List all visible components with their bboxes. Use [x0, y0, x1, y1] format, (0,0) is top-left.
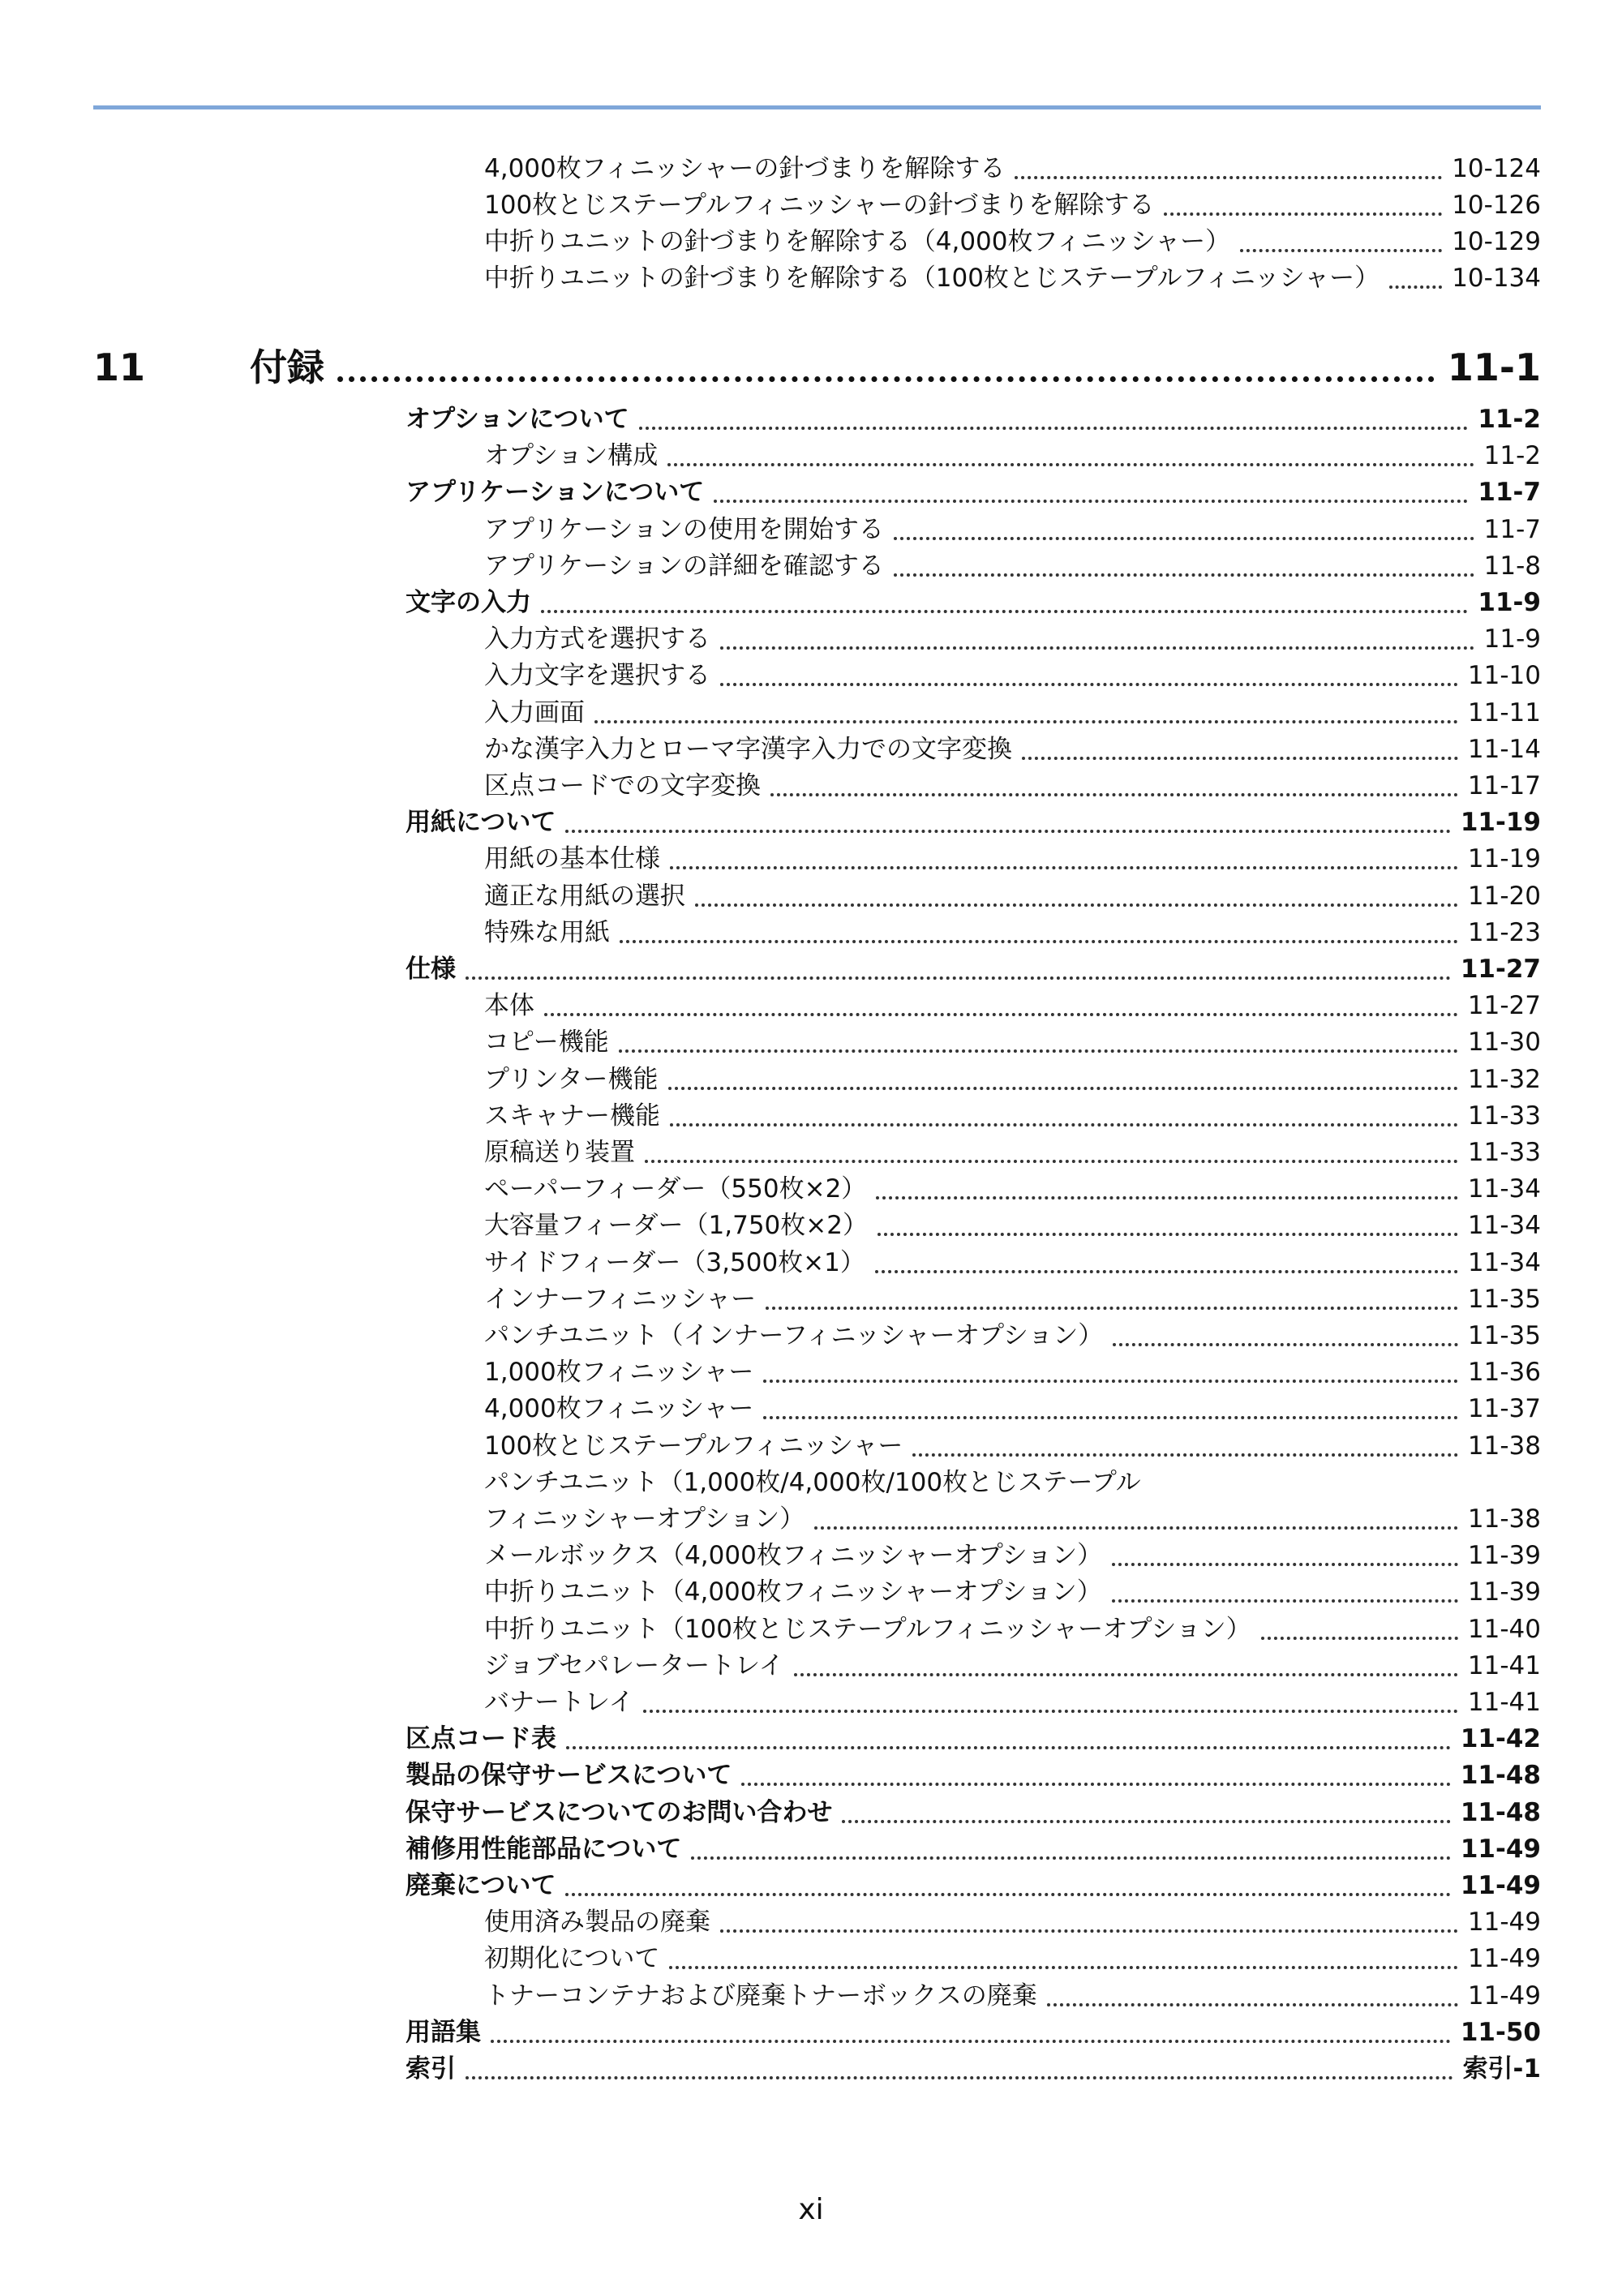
toc-entry[interactable] [484, 1059, 1541, 1096]
toc-entry-title: 1,000枚フィニッシャー [484, 1358, 754, 1387]
toc-leader-dots [466, 2075, 1453, 2079]
toc-entry-page: 11-38 [1467, 1504, 1541, 1534]
toc-leader-dots [720, 1929, 1458, 1933]
toc-entry-title: コピー機能 [484, 1028, 609, 1057]
toc-leader-dots [565, 1892, 1450, 1896]
toc-entry-page: 11-33 [1467, 1138, 1541, 1167]
toc-entry-title: インナーフィニッシャー [484, 1285, 757, 1314]
toc-entry-title: かな漢字入力とローマ字漢字入力での文字変換 [484, 735, 1012, 764]
toc-entry-title: 区点コード表 [406, 1724, 556, 1753]
toc-entry[interactable] [484, 1426, 1541, 1462]
toc-entry-title: パンチユニット（1,000枚/4,000枚/100枚とじステープル [484, 1468, 1141, 1497]
toc-entry-page: 11-2 [1483, 441, 1541, 470]
toc-entry-page: 11-27 [1467, 991, 1541, 1020]
toc-entry[interactable] [484, 839, 1541, 875]
toc-entry-title: オプションについて [406, 405, 629, 434]
toc-entry-page: 11-49 [1460, 1871, 1541, 1900]
toc-entry-page: 11-42 [1460, 1724, 1541, 1753]
toc-entry-page: 11-36 [1467, 1358, 1541, 1387]
toc-entry-page: 10-124 [1452, 154, 1541, 183]
toc-entry[interactable] [484, 1572, 1541, 1608]
toc-leader-dots [763, 1379, 1458, 1383]
toc-entry[interactable] [484, 1499, 1541, 1535]
toc-entry-page: 11-41 [1467, 1688, 1541, 1717]
toc-entry-page: 11-27 [1460, 955, 1541, 984]
toc-entry[interactable] [484, 693, 1541, 729]
toc-entry[interactable] [484, 1535, 1541, 1572]
toc-leader-dots [875, 1269, 1458, 1273]
toc-entry[interactable] [484, 1976, 1541, 2012]
toc-leader-dots [1240, 248, 1442, 252]
toc-entry-title: 100枚とじステープルフィニッシャー [484, 1431, 903, 1461]
toc-entry[interactable] [406, 1755, 1541, 1792]
chapter-heading [0, 337, 1622, 393]
toc-entry[interactable] [484, 912, 1541, 949]
toc-entry[interactable] [484, 546, 1541, 582]
toc-leader-dots [1022, 756, 1458, 760]
toc-entry[interactable] [484, 185, 1541, 221]
toc-leader-dots [619, 1049, 1458, 1053]
toc-entry[interactable] [484, 655, 1541, 692]
toc-entry-page: 11-50 [1460, 2018, 1541, 2047]
chapter-title: 付録 [250, 345, 324, 389]
toc-entry-page: 11-32 [1467, 1065, 1541, 1094]
toc-entry[interactable] [484, 1022, 1541, 1058]
toc-entry-page: 11-49 [1467, 1908, 1541, 1937]
toc-entry-title: 文字の入力 [406, 588, 531, 617]
chapter-leader-dots [337, 376, 1435, 382]
toc-entry-page: 11-34 [1467, 1248, 1541, 1277]
toc-leader-dots [1113, 1342, 1458, 1346]
toc-entry-page: 11-41 [1467, 1651, 1541, 1680]
toc-leader-dots [670, 865, 1458, 869]
toc-entry[interactable] [484, 1902, 1541, 1938]
toc-entry-title: 用語集 [406, 2018, 481, 2047]
chapter-row[interactable] [250, 343, 1541, 392]
toc-leader-dots [566, 1745, 1451, 1749]
toc-entry-page: 11-48 [1460, 1798, 1541, 1827]
toc-entry[interactable] [484, 1609, 1541, 1646]
toc-entry-page: 11-8 [1483, 551, 1541, 581]
toc-entry-page: 11-38 [1467, 1431, 1541, 1461]
toc-entry-page: 11-7 [1483, 515, 1541, 544]
toc-leader-dots [541, 609, 1468, 613]
toc-entry-title: パンチユニット（インナーフィニッシャーオプション） [484, 1321, 1104, 1350]
toc-entry-title: アプリケーションの使用を開始する [484, 515, 884, 544]
chapter-number: 11 [93, 345, 146, 389]
toc-entry-title: 廃棄について [406, 1871, 556, 1900]
toc-entry[interactable] [484, 766, 1541, 802]
toc-entry[interactable] [484, 1352, 1541, 1388]
toc-entry[interactable] [406, 472, 1541, 509]
toc-leader-dots [1112, 1562, 1458, 1566]
toc-leader-dots [669, 1965, 1458, 1969]
toc-entry[interactable] [484, 436, 1541, 472]
toc-leader-dots [1015, 175, 1442, 179]
toc-entry-title: オプション構成 [484, 441, 659, 470]
toc-entry-page: 索引-1 [1462, 2054, 1541, 2084]
toc-leader-dots [720, 682, 1458, 686]
toc-entry-title: 用紙について [406, 808, 556, 837]
toc-entry[interactable] [484, 148, 1541, 185]
toc-entry-page: 11-39 [1467, 1577, 1541, 1607]
toc-entry[interactable] [484, 1315, 1541, 1352]
toc-entry-page: 11-9 [1478, 588, 1541, 617]
toc-leader-dots [714, 499, 1468, 503]
toc-entry-title: 入力画面 [484, 698, 585, 727]
toc-entry-page: 11-33 [1467, 1101, 1541, 1131]
toc-entry[interactable] [484, 985, 1541, 1022]
toc-entry[interactable] [484, 1279, 1541, 1315]
toc-leader-dots [842, 1819, 1450, 1823]
toc-entry[interactable] [484, 876, 1541, 912]
toc-entry-title: 中折りユニット（4,000枚フィニッシャーオプション） [484, 1577, 1102, 1607]
toc-leader-dots [894, 573, 1474, 577]
toc-entry-title: 100枚とじステープルフィニッシャーの針づまりを解除する [484, 191, 1155, 220]
header-rule [93, 105, 1541, 109]
toc-entry-title: フィニッシャーオプション） [484, 1504, 805, 1534]
toc-entry-title: メールボックス（4,000枚フィニッシャーオプション） [484, 1541, 1103, 1570]
toc-entry-title: 中折りユニットの針づまりを解除する（4,000枚フィニッシャー） [484, 227, 1231, 256]
toc-entry-page: 11-49 [1460, 1835, 1541, 1864]
toc-entry[interactable] [406, 582, 1541, 619]
toc-leader-dots [794, 1672, 1458, 1676]
toc-entry[interactable] [484, 258, 1541, 294]
toc-entry-page: 11-30 [1467, 1028, 1541, 1057]
toc-entry-page: 10-129 [1452, 227, 1541, 256]
toc-entry-page: 11-34 [1467, 1211, 1541, 1240]
toc-leader-dots [667, 462, 1474, 466]
toc-entry[interactable] [484, 729, 1541, 766]
toc-entry-title: 中折りユニットの針づまりを解除する（100枚とじステープルフィニッシャー） [484, 264, 1380, 293]
toc-entry[interactable] [406, 1719, 1541, 1755]
toc-entry-title: 原稿送り装置 [484, 1138, 635, 1167]
toc-entry-title: 4,000枚フィニッシャー [484, 1394, 754, 1423]
toc-entry[interactable] [484, 619, 1541, 655]
toc-leader-dots [814, 1526, 1458, 1530]
toc-entry-title: 仕様 [406, 955, 456, 984]
toc-entry-title: トナーコンテナおよび廃棄トナーボックスの廃棄 [484, 1981, 1037, 2011]
toc-entry-page: 11-40 [1467, 1615, 1541, 1644]
toc-entry[interactable] [406, 1829, 1541, 1865]
toc-entry[interactable] [406, 1865, 1541, 1902]
toc-leader-dots [1261, 1636, 1458, 1640]
toc-leader-dots [491, 2039, 1451, 2043]
toc-entry-page: 11-14 [1467, 735, 1541, 764]
toc-entry-title: 保守サービスについてのお問い合わせ [406, 1798, 833, 1827]
toc-leader-dots [1389, 285, 1442, 289]
toc-entry[interactable] [484, 1938, 1541, 1975]
toc-entry-page: 11-17 [1467, 771, 1541, 800]
toc-leader-dots [670, 1122, 1458, 1127]
toc-entry[interactable] [406, 949, 1541, 985]
toc-entry[interactable] [484, 1242, 1541, 1279]
toc-entry[interactable] [484, 1646, 1541, 1682]
toc-entry-page: 11-48 [1460, 1761, 1541, 1790]
toc-leader-dots [565, 829, 1450, 833]
toc-entry-page: 11-20 [1467, 882, 1541, 911]
toc-entry-page: 10-134 [1452, 264, 1541, 293]
toc-entry-title: ジョブセパレータートレイ [484, 1651, 784, 1680]
toc-leader-dots [643, 1709, 1457, 1713]
toc-entry-title: 適正な用紙の選択 [484, 882, 685, 911]
toc-entry-page: 11-23 [1467, 918, 1541, 947]
toc-entry[interactable] [484, 509, 1541, 546]
toc-entry[interactable] [484, 1169, 1541, 1205]
toc-entry-title: 初期化について [484, 1944, 660, 1973]
toc-entry-page: 11-19 [1460, 808, 1541, 837]
toc-leader-dots [770, 792, 1458, 796]
toc-leader-dots [466, 976, 1451, 980]
toc-entry-title: 補修用性能部品について [406, 1835, 682, 1864]
toc-leader-dots [1047, 2002, 1458, 2006]
toc-entry[interactable] [484, 1388, 1541, 1425]
toc-entry-title: アプリケーションについて [406, 478, 705, 507]
toc-leader-dots [763, 1415, 1458, 1419]
toc-entry[interactable] [484, 221, 1541, 258]
toc-entry-title: アプリケーションの詳細を確認する [484, 551, 884, 581]
toc-leader-dots [695, 903, 1458, 907]
toc-entry-page: 11-35 [1467, 1321, 1541, 1350]
toc-entry-title: 中折りユニット（100枚とじステープルフィニッシャーオプション） [484, 1615, 1251, 1644]
toc-entry-page: 11-49 [1467, 1944, 1541, 1973]
toc-entry-title: 本体 [484, 991, 534, 1020]
toc-entry-title: ペーパーフィーダー（550枚×2） [484, 1174, 867, 1204]
toc-entry-page: 11-39 [1467, 1541, 1541, 1570]
toc-leader-dots [1164, 212, 1442, 216]
toc-leader-dots [594, 719, 1458, 723]
toc-entry[interactable] [484, 1205, 1541, 1242]
toc-leader-dots [668, 1086, 1458, 1090]
toc-entry[interactable] [406, 399, 1541, 436]
toc-entry-title: 使用済み製品の廃棄 [484, 1908, 710, 1937]
toc-entry[interactable] [484, 1462, 1541, 1499]
toc-entry-title: 索引 [406, 2054, 456, 2084]
toc-entry-page: 11-7 [1478, 478, 1541, 507]
toc-leader-dots [741, 1782, 1450, 1786]
page-number-footer: xi [798, 2193, 824, 2226]
toc-entry-page: 11-34 [1467, 1174, 1541, 1204]
toc-entry-title: 入力文字を選択する [484, 661, 710, 690]
toc-entry-page: 11-2 [1478, 405, 1541, 434]
toc-entry-page: 11-9 [1483, 624, 1541, 654]
toc-entry-page: 11-49 [1467, 1981, 1541, 2011]
toc-entry-title: 区点コードでの文字変換 [484, 771, 761, 800]
toc-entry[interactable] [406, 1792, 1541, 1829]
toc-entry-page: 10-126 [1452, 191, 1541, 220]
toc-entry-page: 11-11 [1467, 698, 1541, 727]
toc-entry-title: バナートレイ [484, 1688, 634, 1717]
toc-entry-title: 4,000枚フィニッシャーの針づまりを解除する [484, 154, 1006, 183]
toc-entry-page: 11-35 [1467, 1285, 1541, 1314]
toc-leader-dots [894, 536, 1474, 540]
toc-leader-dots [912, 1453, 1457, 1457]
toc-leader-dots [766, 1306, 1458, 1310]
toc-entry-page: 11-19 [1467, 844, 1541, 873]
toc-entry-title: 用紙の基本仕様 [484, 844, 660, 873]
toc-leader-dots [878, 1232, 1458, 1236]
toc-entry[interactable] [484, 1132, 1541, 1169]
toc-leader-dots [544, 1012, 1458, 1016]
toc-entry-title: 特殊な用紙 [484, 918, 610, 947]
toc-entry[interactable] [406, 2049, 1541, 2085]
toc-leader-dots [720, 646, 1474, 650]
chapter-page: 11-1 [1447, 345, 1541, 389]
toc-leader-dots [645, 1159, 1458, 1163]
toc-leader-dots [639, 426, 1469, 430]
toc-leader-dots [876, 1195, 1458, 1199]
toc-entry[interactable] [484, 1096, 1541, 1132]
toc-entry[interactable] [484, 1682, 1541, 1719]
toc-leader-dots [1112, 1599, 1458, 1603]
toc-entry-title: 製品の保守サービスについて [406, 1761, 732, 1790]
toc-entry-title: プリンター機能 [484, 1065, 659, 1094]
toc-entry-page: 11-10 [1467, 661, 1541, 690]
toc-leader-dots [691, 1856, 1450, 1860]
toc-entry-page: 11-37 [1467, 1394, 1541, 1423]
toc-entry[interactable] [406, 2012, 1541, 2049]
toc-leader-dots [620, 939, 1458, 943]
toc-entry-title: サイドフィーダー（3,500枚×1） [484, 1248, 865, 1277]
toc-entry[interactable] [406, 802, 1541, 839]
toc-entry-title: 大容量フィーダー（1,750枚×2） [484, 1211, 868, 1240]
toc-entry-title: スキャナー機能 [484, 1101, 660, 1131]
toc-entry-title: 入力方式を選択する [484, 624, 710, 654]
